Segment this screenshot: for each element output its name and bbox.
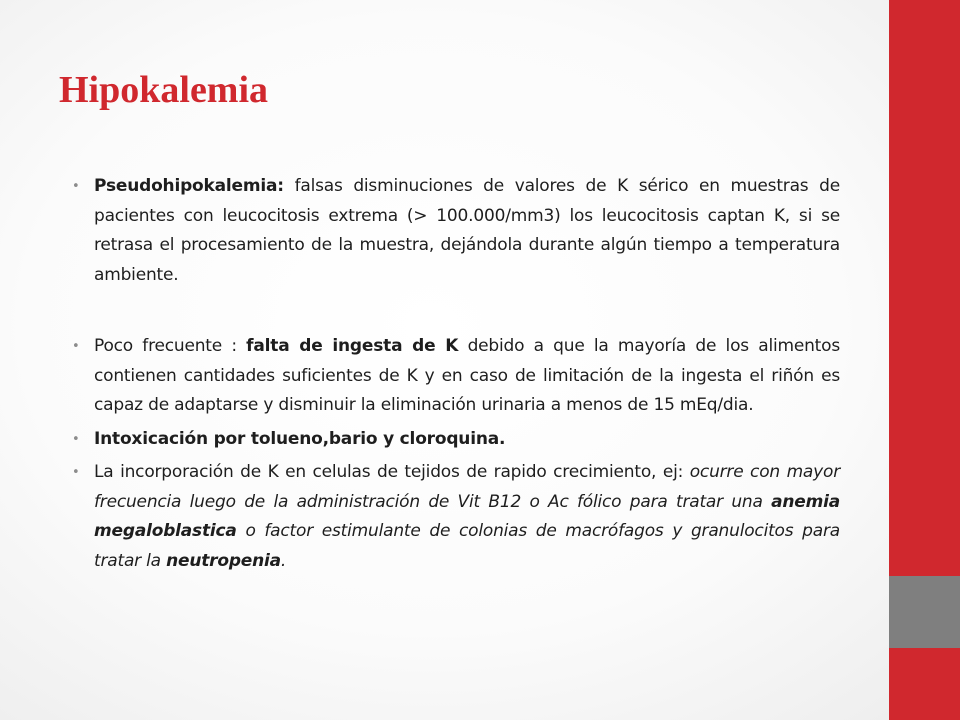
sidebar-accent-top [889,0,960,576]
bullet-term-anemia: anemia megaloblastica [94,491,840,541]
bullet-list [72,172,840,576]
bullet-intoxicacion [72,425,840,455]
bullet-suffix: . [280,550,287,571]
bullet-pseudohipokalemia [72,172,840,290]
bullet-text: falsas disminuciones de valores de K sérico en muestras de pacientes con leucocitosis extrema (> 100.000/mm3) los leucocitosis captan K, si se retrasa el procesamiento de la muestra, dejándola durante algún tiempo a temperatura ambiente. [94,176,840,285]
bullet-prefix: La incorporación de K en celulas de tejidos de rapido crecimiento, ej: [94,462,690,482]
bullet-italic-text: o factor estimulante de colonias de macrófagos y granulocitos para tratar la [94,521,840,571]
bullet-italic-text: ocurre con mayor frecuencia luego de la administración de Vit B12 o Ac fólico para tratar una [94,462,840,512]
bullet-prefix: Poco frecuente : [94,336,247,356]
bullet-term-neutropenia: neutropenia [166,550,281,571]
bullet-incorporacion [72,458,840,576]
bullet-text: debido a que la mayoría de los alimentos contienen cantidades suficientes de K y en caso de limitación de la ingesta el riñón es capaz de adaptarse y disminuir la eliminación urinaria a menos de 15 mEq/dia. [94,336,841,415]
sidebar-accent-bottom [889,648,960,720]
sidebar-accent-middle [889,576,960,648]
bullet-poco-frecuente [72,332,840,421]
bullet-term: Intoxicación por tolueno,bario y cloroquina. [94,428,506,449]
bullet-term: Pseudohipokalemia: [94,176,284,196]
slide-title: Hipokalemia [59,69,269,111]
bullet-term: falta de ingesta de K [246,336,459,356]
